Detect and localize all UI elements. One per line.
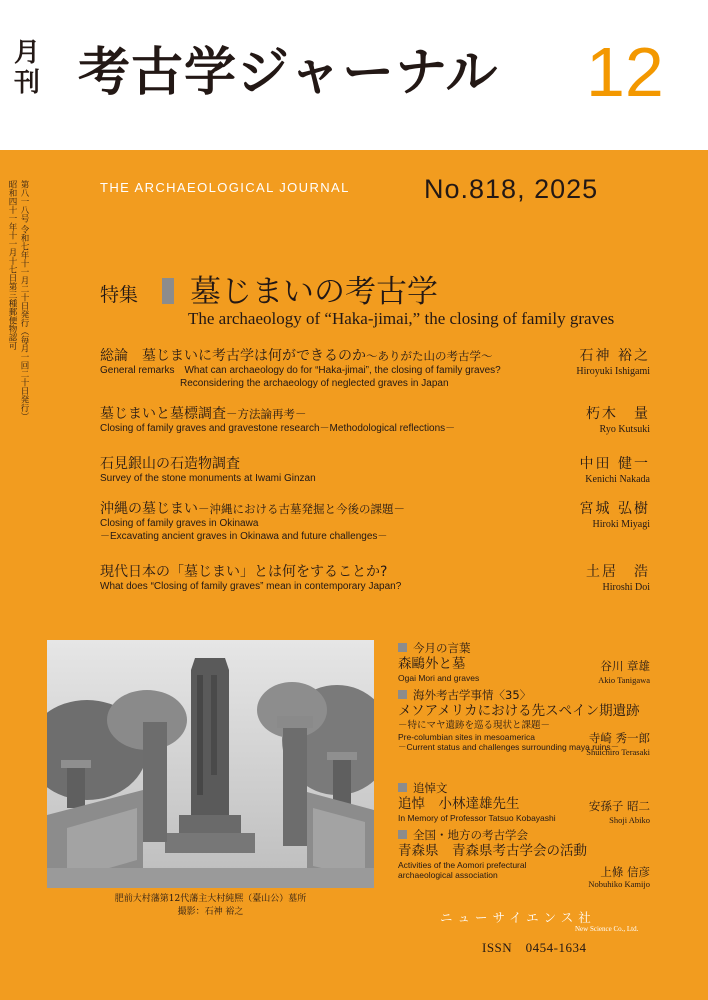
section-en: Activities of the Aomori prefectural — [398, 860, 527, 870]
square-marker-icon — [398, 830, 407, 839]
section-author: 上條 信彦 — [600, 865, 650, 879]
article-title-sub: －方法論再考－ — [226, 407, 307, 421]
article-en-line: What does “Closing of family graves” mean in contemporary Japan? — [100, 581, 402, 592]
publisher-name: ニューサイエンス社 — [440, 910, 596, 925]
section-title: 青森県 青森県考古学会の活動 — [398, 843, 587, 859]
square-marker-icon — [398, 783, 407, 792]
article-4 — [100, 500, 660, 543]
article-en-line: Closing of family graves and gravestone research－Methodological reflections－ — [100, 423, 456, 434]
obelisk — [191, 658, 229, 815]
article-author-en: Kenichi Nakada — [585, 474, 650, 485]
section-heading — [398, 781, 658, 796]
obelisk-inscription — [211, 675, 217, 775]
obelisk-plinth — [165, 833, 255, 853]
right-lantern-body — [333, 760, 351, 804]
section-author-en: Akio Tanigawa — [598, 675, 650, 685]
right-lantern — [327, 752, 357, 760]
article-5 — [100, 563, 660, 594]
square-marker-icon — [398, 690, 407, 699]
article-title-main: 沖縄の墓じまい — [100, 501, 198, 517]
section-title: 森鷗外と墓 — [398, 656, 466, 672]
article-title-main: 墓じまいと墓標調査 — [100, 406, 226, 422]
journal-title: 考古学ジャーナル — [78, 43, 499, 103]
caption-line-2: 撮影：石神 裕之 — [177, 907, 244, 917]
feature-subtitle: The archaeology of “Haka-jimai,” the closing of family graves — [188, 309, 615, 328]
section-heading-text: 海外考古学事情〈35〉 — [413, 688, 532, 702]
section-author-en: Shuichiro Terasaki — [586, 747, 650, 757]
section-en: In Memory of Professor Tatsuo Kobayashi — [398, 813, 556, 823]
left-pillar-cap — [137, 710, 173, 722]
left-lantern — [61, 760, 91, 768]
left-lantern-body — [67, 768, 85, 808]
article-title — [100, 500, 660, 518]
section-heading-text: 全国・地方の考古学会 — [413, 828, 528, 842]
ground — [47, 868, 374, 888]
right-pillar — [283, 728, 307, 846]
masthead — [0, 0, 708, 150]
article-title — [100, 563, 660, 581]
article-en-line: General remarks What can archaeology do for “Haka-jimai”, the closing of family graves? — [100, 365, 501, 376]
section-en: archaeological association — [398, 870, 498, 880]
article-title-sub: －沖縄における古墓発掘と今後の課題－ — [198, 502, 405, 516]
monthly-label — [14, 38, 44, 98]
grave-monument-illustration — [47, 640, 374, 888]
article-author: 石神 裕之 — [579, 348, 650, 364]
monthly-char-top: 月 — [14, 38, 41, 68]
article-author-en: Ryo Kutsuki — [599, 424, 650, 435]
article-author: 宮城 弘樹 — [579, 501, 650, 517]
publisher-name-en: New Science Co., Ltd. — [575, 925, 639, 933]
section-heading — [398, 688, 658, 703]
section-heading-text: 今月の言葉 — [413, 641, 471, 655]
cover-photo-grave — [47, 640, 374, 888]
journal-english-title: THE ARCHAEOLOGICAL JOURNAL — [100, 180, 350, 195]
spine-line-1: 第八一八号 令和七年十一月二十日発行（毎月一回二十日発行） — [19, 180, 29, 421]
article-en-line: Closing of family graves in Okinawa — [100, 518, 259, 529]
section-en: Ogai Mori and graves — [398, 673, 480, 683]
section-en: Pre-columbian sites in mesoamerica — [398, 732, 535, 742]
article-2 — [100, 405, 660, 436]
section-heading-text: 追悼文 — [413, 781, 448, 795]
section-author: 安孫子 昭二 — [588, 799, 650, 813]
section-author: 谷川 章雄 — [600, 659, 650, 673]
feature-label: 特集 — [100, 284, 139, 306]
section-memorial — [398, 781, 658, 827]
section-words-of-month — [398, 641, 658, 689]
article-title — [100, 405, 660, 423]
square-marker-icon — [398, 643, 407, 652]
feature-marker — [162, 278, 174, 304]
section-en: －Current status and challenges surrounding maya ruins－ — [398, 742, 620, 752]
section-author-en: Nobuhiko Kamijo — [588, 879, 650, 889]
obelisk-inscription — [197, 675, 203, 795]
section-heading — [398, 828, 658, 843]
article-author-en: Hiroki Miyagi — [592, 519, 650, 530]
article-author-en: Hiroyuki Ishigami — [576, 366, 650, 377]
section-subtitle: －特にマヤ遺跡を巡る現状と課題－ — [398, 720, 551, 731]
article-title — [100, 347, 660, 365]
section-regional-societies — [398, 828, 658, 890]
caption-line-1: 肥前大村藩第12代藩主大村純熈（臺山公）墓所 — [114, 894, 307, 904]
article-title-main: 石見銀山の石造物調査 — [100, 456, 240, 472]
article-title-main: 現代日本の「墓じまい」とは何をすることか? — [100, 564, 388, 580]
issue-month: 12 — [586, 33, 664, 111]
spine-line-2: 昭和四十一年十一月十七日第三種郵便物認可 — [7, 180, 17, 350]
article-en-line: －Excavating ancient graves in Okinawa and future challenges－ — [100, 530, 388, 542]
article-title — [100, 455, 660, 473]
right-pillar-cap — [277, 716, 313, 728]
section-author-en: Shoji Abiko — [609, 815, 650, 825]
feature-title: 墓じまいの考古学 — [190, 274, 438, 310]
article-title-sub: ～ありがた山の考古学～ — [366, 349, 493, 363]
article-en-line: Reconsidering the archaeology of neglected graves in Japan — [100, 377, 449, 389]
article-author-en: Hiroshi Doi — [602, 582, 650, 593]
section-author: 寺崎 秀一郎 — [588, 731, 650, 745]
issn: ISSN 0454-1634 — [482, 940, 587, 955]
left-pillar — [143, 722, 167, 842]
monthly-char-bottom: 刊 — [14, 68, 41, 98]
section-title: メソアメリカにおける先スペイン期遺跡 — [398, 703, 640, 719]
article-author: 朽木 量 — [586, 406, 650, 422]
section-title: 追悼 小林達雄先生 — [398, 796, 520, 812]
section-overseas-archaeology — [398, 688, 658, 776]
article-author: 中田 健一 — [579, 456, 650, 472]
article-author: 土居 浩 — [586, 564, 650, 580]
spine-text — [6, 180, 30, 480]
article-3 — [100, 455, 660, 486]
article-1 — [100, 347, 660, 390]
section-heading — [398, 641, 658, 656]
obelisk-base — [179, 815, 241, 833]
volume-number: No.818, 2025 — [424, 174, 599, 204]
article-en-line: Survey of the stone monuments at Iwami Ginzan — [100, 473, 316, 484]
photo-caption — [47, 893, 374, 919]
article-title-main: 総論 墓じまいに考古学は何ができるのか — [100, 348, 366, 364]
